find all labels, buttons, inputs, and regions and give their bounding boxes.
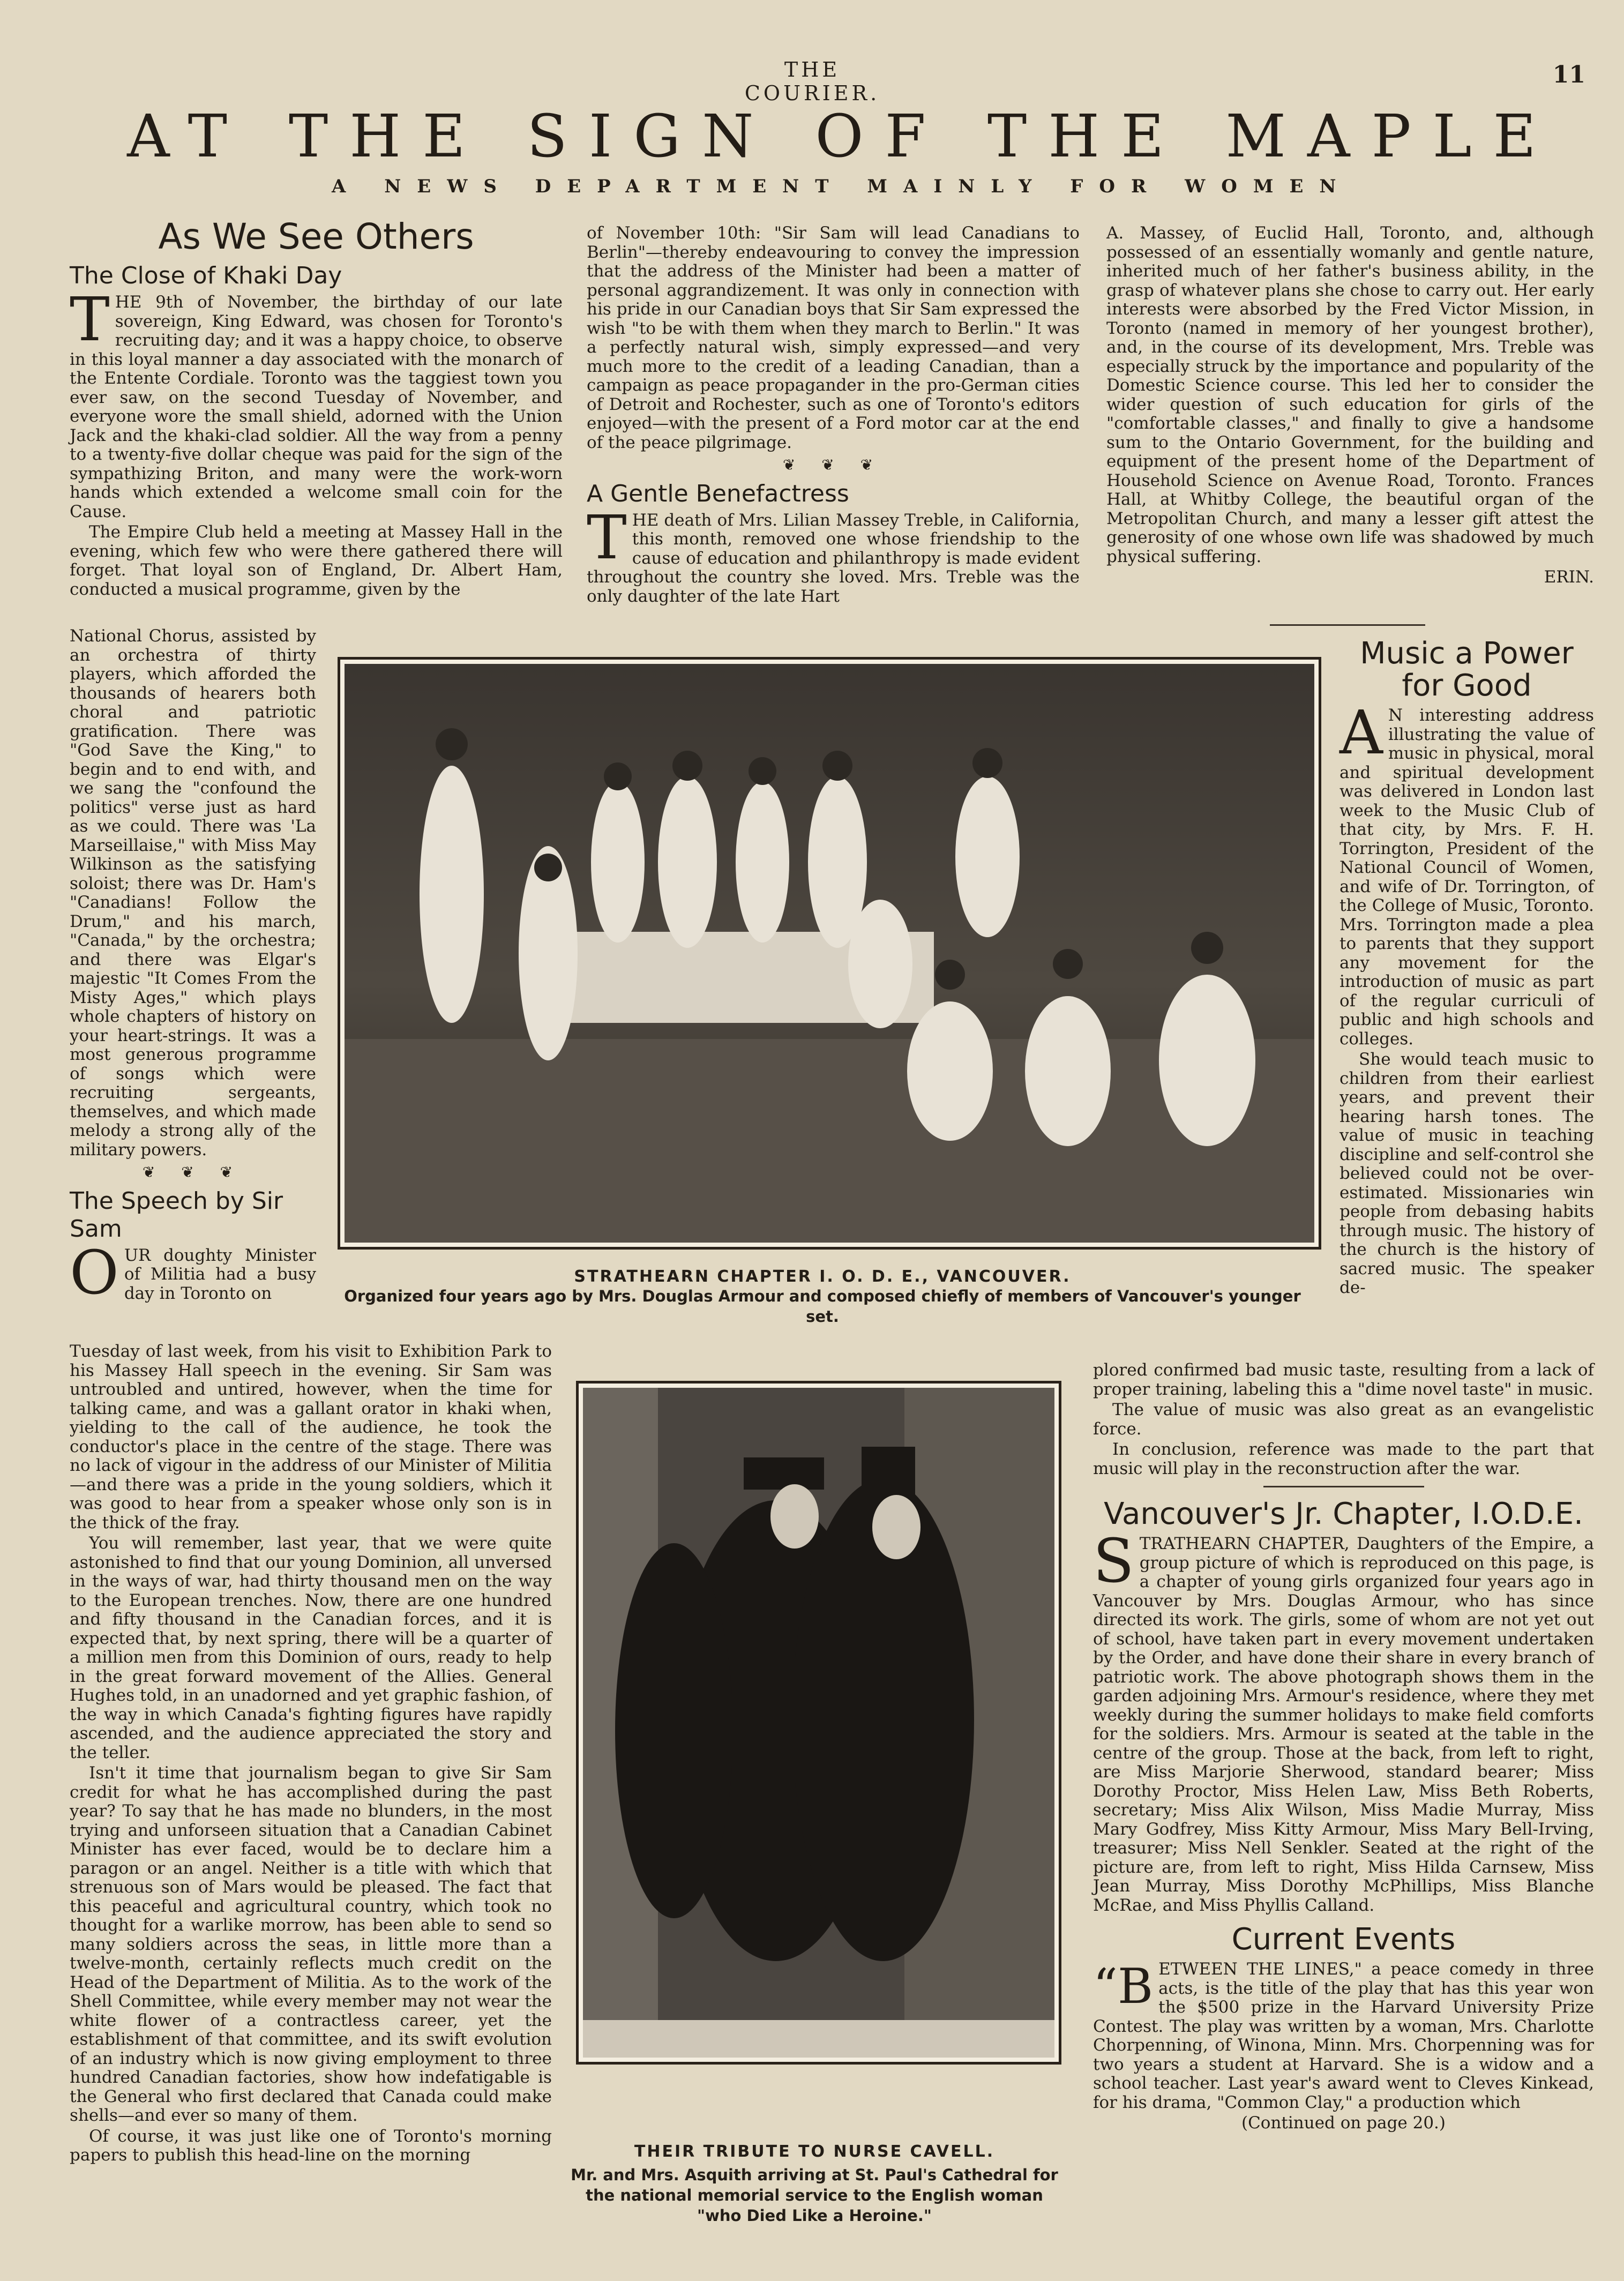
paragraph: Isn't it time that journalism began to give Sir Sam credit for what he has accomplished during the past year? To say that he has made no blunders, in the most trying and unforseen situation that a Canadian Cabinet Minister has ever faced, would be to declare him a paragon or an angel. Neither is a title with which that strenuous son of Mars would be pleased. The fact that this peaceful and agricultural country, which took no thought for a warlike morrow, has been able to send so many soldiers across the seas, in little more than a twelve-month, certainly reflects much credit on the Head of the Department of Militia. As to the work of the Shell Committee, while every member may not wear the white flower of a contractless career, yet the establishment of that committee, and its swift evolution of an industry which is now giving employment to three hundred Canadian factories, show how indefatigable is the General who first declared that Canada could make shells—and ever so many of them.: [70, 1763, 552, 2125]
paragraph: plored confirmed bad music taste, resulting from a lack of proper training, labeling this a "dime novel taste" in music.: [1093, 1360, 1594, 1399]
subhead-current-events: Current Events: [1231, 1922, 1456, 1957]
paragraph: of November 10th: "Sir Sam will lead Canadians to Berlin"—thereby endeavouring to convey the impression that the address of the Minister had been a matter of personal aggrandizement. It was only in connection with his pride in our Canadian boys that Sir Sam expressed the wish "to be with them when they march to Berlin." It was a perfectly natural wish, simply expressed—and very much more to the credit of a leading Canadian, than a campaign as peace propagander in the pro-German cities of Detroit and Rochester, such as one of Toronto's editors enjoyed—with the present of a Ford motor car at the end of the peace pilgrimage.: [587, 223, 1080, 452]
group-photo: [338, 657, 1321, 1250]
asquith-photo: [576, 1381, 1061, 2065]
column-2-top: [587, 224, 1080, 608]
dropcap: T: [70, 285, 110, 355]
ornament: ❦ ❦ ❦: [142, 1163, 244, 1181]
paragraph: In conclusion, reference was made to the part that music will play in the reconstruction after the war.: [1093, 1440, 1594, 1478]
paragraph: A. Massey, of Euclid Hall, Toronto, and, although possessed of an essentially womanly and gentle nature, inherited much of her father's business ability, in the grasp of whatever plans she chose to carry out. Her early interests were absorbed by the Fred Victor Mission, in Toronto (named in memory of her youngest brother), and, in the course of its development, Mrs. Treble was especially struck by the importance and popularity of the Domestic Science course. This led her to consider the wider question of such education for girls of the "comfortable classes," and finally to give a handsome sum to the Ontario Government, for the building and equipment of the present home of the Department of Household Science on Avenue Road, Toronto. Frances Hall, at Whitby College, the beautiful organ of the Metropolitan Church, and many a lesser gift attest the generosity of one whose own life was shadowed by much physical suffering.: [1106, 223, 1594, 566]
paragraph: [1093, 1527, 1594, 1915]
ornament: ❦ ❦ ❦: [782, 456, 884, 474]
paragraph-text: TRATHEARN CHAPTER, Daughters of the Empire, a group picture of which is reproduced on this page, is a chapter of young girls organized four years ago in Vancouver by Mrs. Douglas Armour, who has since directed its work. The girls, some of whom are not yet out of school, have taken part in every movement undertaken by the Order, and have done their share in every branch of patriotic work. The above photograph shows them in the garden adjoining Mrs. Armour's residence, where they met weekly during the summer holidays to make field comforts for the soldiers. Mrs. Armour is seated at the table in the centre of the group. Those at the back, from left to right, are Miss Marjorie Sherwood, standard bearer; Miss Dorothy Proctor, Miss Helen Law, Miss Beth Roberts, secretary; Miss Alix Wilson, Miss Madie Murray, Miss Mary Godfrey, Miss Kitty Armour, Miss Mary Bell-Irving, treasurer; Miss Nell Senkler. Seated at the right of the picture are, from left to right, Miss Hilda Carnsew, Miss Jean Murray, Miss Dorothy McPhillips, Miss Blanche McRae, and Miss Phyllis Calland.: [1093, 1534, 1594, 1915]
divider: [1263, 1486, 1424, 1487]
paragraph: National Chorus, assisted by an orchestra of thirty players, which afforded the thousands of hearers both choral and patriotic gratification. There was "God Save the King," to begin and to end with, and we sang the "confound the politics" verse just as hard as we could. There was 'La Marseillaise," with Miss May Wilkinson as the satisfying soloist; there was Dr. Ham's "Canadians! Follow the Drum," and his march, "Canada," by the orchestra; and there was Elgar's majestic "It Comes From the Misty Ages," which plays whole chapters of history on your heart-strings. It was a most generous programme of songs which were recruiting sergeants, themselves, and which made melody a strong ally of the military powers.: [70, 626, 316, 1160]
group-photo-caption-title: STRATHEARN CHAPTER I. O. D. E., VANCOUVER.: [574, 1267, 1071, 1286]
dropcap: S: [1093, 1527, 1134, 1596]
asquith-photo-caption-title: THEIR TRIBUTE TO NURSE CAVELL.: [634, 2142, 995, 2161]
subhead-vancouver-jr-chapter: Vancouver's Jr. Chapter, I.O.D.E.: [1104, 1497, 1583, 1531]
paragraph-text: HE 9th of November, the birthday of our late sovereign, King Edward, was chosen for Toronto's recruiting day; and it was a happy choice, to observe in this loyal manner a day associated with the monarch of the Entente Cordiale. Toronto was the taggiest town you ever saw, on the second Tuesday of November, and everyone wore the small shield, adorned with the Union Jack and the khaki-clad soldier. All the way from a penny to a twenty-five dollar cheque was paid for the sign of the sympathizing Briton, and many were the work-worn hands which extended a welcome small coin for the Cause.: [70, 293, 563, 521]
paragraph: [1339, 698, 1594, 1049]
column-3-top: [1106, 224, 1594, 587]
paragraph-text: UR doughty Minister of Militia had a busy day in Toronto on: [124, 1245, 316, 1303]
dropcap: A: [1339, 698, 1383, 768]
paragraph: Of course, it was just like one of Toronto's morning papers to publish this head-line on the morning: [70, 2126, 552, 2165]
paragraph: [70, 285, 563, 521]
paragraph: [1093, 1960, 1594, 2112]
paragraph: You will remember, last year, that we were quite astonished to find that our young Dominion, all unversed in the ways of war, had thirty thousand men on the way to the European trenches. Now, there are one hundred and fifty thousand in the Canadian forces, and it is expected that, by next spring, there will be a quarter of a million men from this Dominion of ours, ready to help in the great forward movement of the Allies. General Hughes told, in an unadorned and yet graphic fashion, of the way in which Canada's fighting figures have rapidly ascended, and the audience appreciated the story and the teller.: [70, 1534, 552, 1762]
paragraph: She would teach music to children from their earliest years, and prevent their hearing harsh tones. The value of music in teaching discipline and self-control she believed could not be over-estimated. Missionaries win people from debasing habits through music. The history of the church is the history of sacred music. The speaker de-: [1339, 1050, 1594, 1297]
divider: [1270, 624, 1425, 626]
column-1-top: [70, 217, 563, 601]
paragraph: The value of music was also great as an evangelistic force.: [1093, 1400, 1594, 1439]
signature: ERIN.: [1544, 567, 1594, 587]
column-1-narrow: [70, 626, 316, 1308]
column-3-lower: [1093, 1361, 1594, 2133]
running-title: THE COURIER.: [744, 58, 880, 105]
dropcap: “B: [1093, 1958, 1154, 2015]
paragraph-text: N interesting address illustrating the value of music in physical, moral and spiritual development was delivered in London last week to the Music Club of that city, by Mrs. F. H. Torrington, President of the National Council of Women, and wife of Dr. Torrington, of the College of Music, Toronto. Mrs. Torrington made a plea to parents that they support any movement for the introduction of music as part of the regular curriculi of public and high schools and colleges.: [1339, 706, 1594, 1049]
paragraph: Tuesday of last week, from his visit to Exhibition Park to his Massey Hall speech in the evening. Sir Sam was untroubled and untired, however, when the time for talking came, and was a gallant orator in khaki when, yielding to the call of the audience, he took the conductor's place in the centre of the stage. There was no lack of vigour in the address of our Minister of Militia—and there was a pride in the young soldiers, which it was good to hear from a speaker whose only son is in the thick of the fray.: [70, 1342, 552, 1532]
dropcap: O: [70, 1238, 119, 1308]
subhead-speech-by-sir-sam: The Speech by Sir Sam: [70, 1187, 283, 1243]
column-1-lower: [70, 1342, 552, 2167]
subhead-music-power-for-good: Music a Power for Good: [1360, 636, 1574, 703]
page-number: 11: [1552, 61, 1585, 88]
subhead-close-of-khaki-day: The Close of Khaki Day: [70, 262, 342, 289]
paragraph-text: ETWEEN THE LINES," a peace comedy in three acts, is the title of the play that has this year won the $500 prize in the Harvard University Prize Contest. The play was written by a woman, Mrs. Charlotte Chorpenning, of Winona, Minn. Mrs. Chorpenning was for two years a student at Harvard. She is a widow and a school teacher. Last year's award went to Cleves Kinkead, for his drama, "Common Clay," a production which: [1093, 1960, 1594, 2112]
paragraph: [587, 503, 1080, 607]
continued-note: (Continued on page 20.): [1241, 2113, 1446, 2133]
asquith-photo-caption: Mr. and Mrs. Asquith arriving at St. Paul's Cathedral for the national memorial service to the English woman "who Died Like a Heroine.": [571, 2166, 1058, 2225]
heading-as-we-see-others: As We See Others: [158, 216, 474, 257]
asquith-photo-image: [583, 1388, 1054, 2058]
column-3-music: [1339, 638, 1594, 1299]
group-photo-caption: Organized four years ago by Mrs. Douglas Armour and composed chiefly of members of Vancouver's younger set.: [344, 1287, 1301, 1326]
subhead-gentle-benefactress: A Gentle Benefactress: [587, 480, 849, 507]
paragraph: The Empire Club held a meeting at Massey Hall in the evening, which few who were there gathered there will forget. That loyal son of England, Dr. Albert Ham, conducted a musical programme, given by the: [70, 522, 563, 599]
section-banner: AT THE SIGN OF THE MAPLE: [127, 102, 1558, 170]
paragraph-text: HE death of Mrs. Lilian Massey Treble, in California, this month, removed one whose friendship to the cause of education and philanthropy is made evident throughout the country she loved. Mrs. Treble was the only daughter of the late Hart: [587, 510, 1080, 606]
group-photo-image: [345, 664, 1314, 1243]
paragraph: [70, 1238, 316, 1308]
section-kicker: A NEWS DEPARTMENT MAINLY FOR WOMEN: [332, 176, 1352, 197]
asquith-photo-illustration: [583, 1388, 1054, 2058]
group-photo-illustration: [345, 664, 1314, 1243]
dropcap: T: [587, 503, 627, 573]
